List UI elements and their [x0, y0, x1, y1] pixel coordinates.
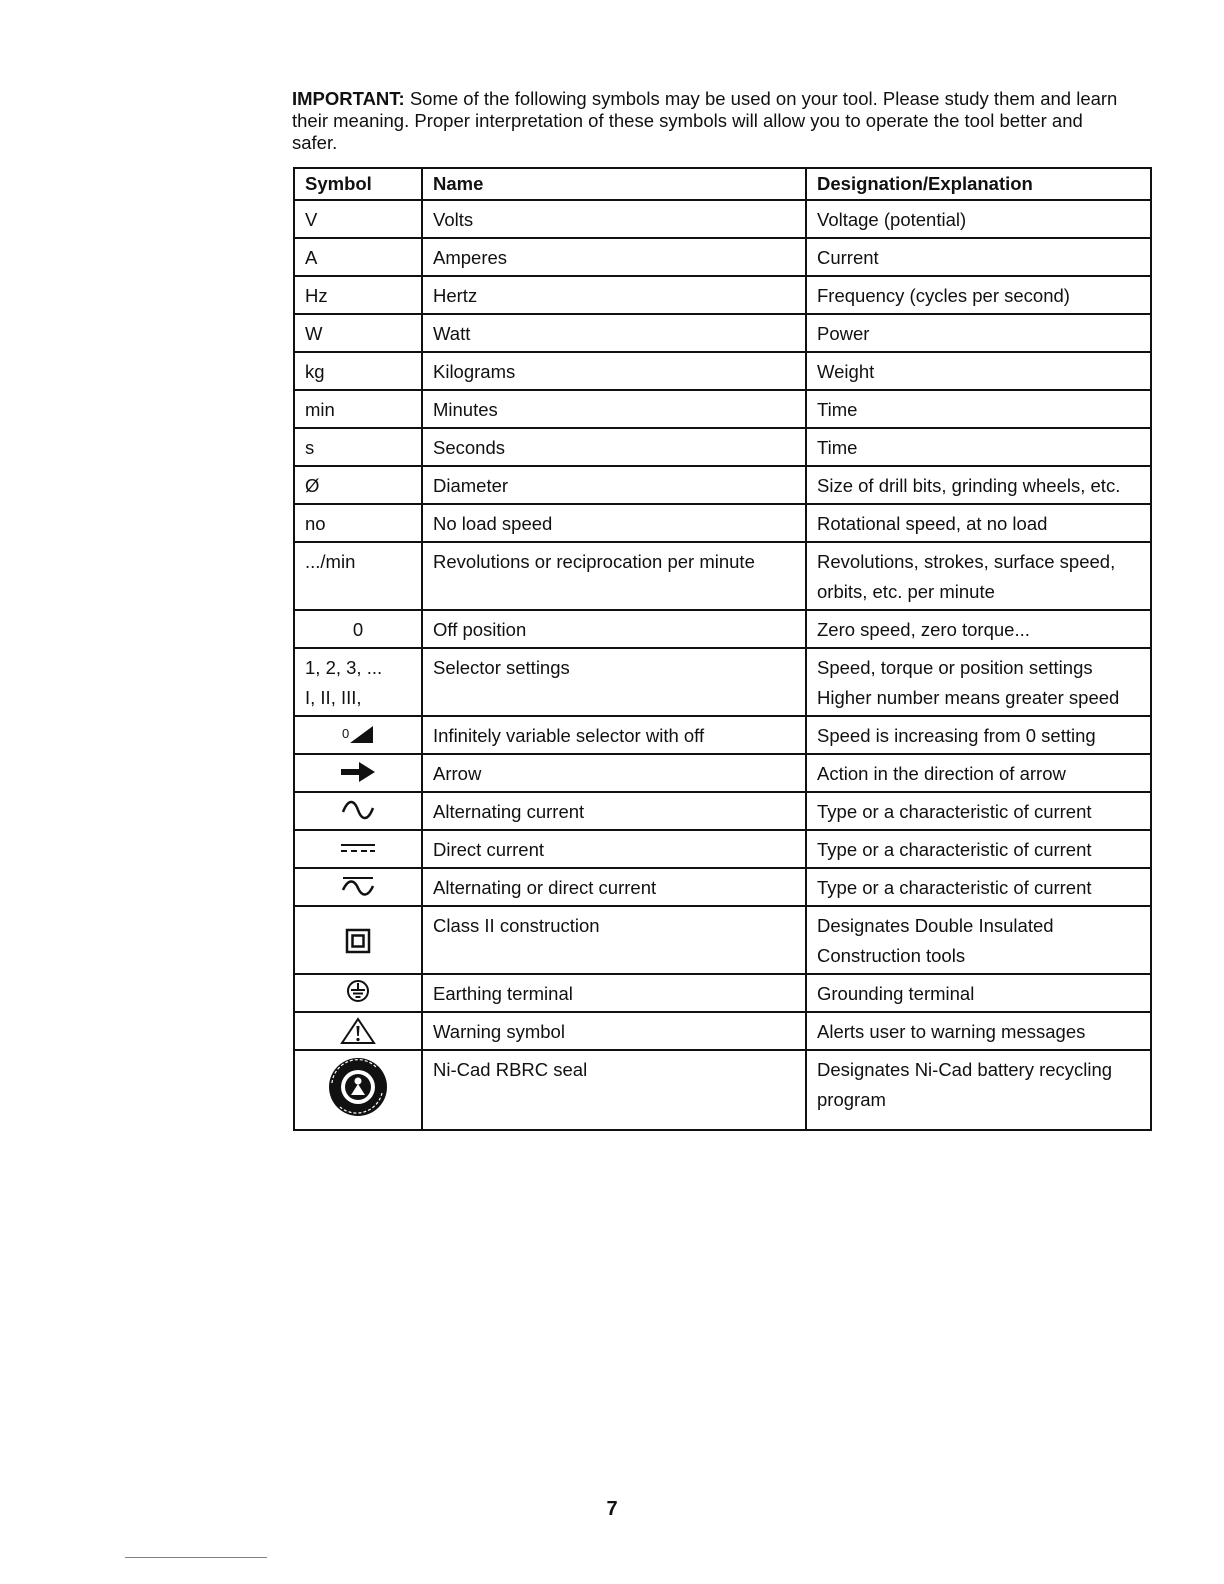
symbol-cell	[294, 1012, 422, 1050]
symbol-cell: V	[294, 200, 422, 238]
direct-current-icon	[339, 835, 377, 861]
name-cell: No load speed	[422, 504, 806, 542]
name-cell: Class II construction	[422, 906, 806, 974]
symbol-cell	[294, 716, 422, 754]
symbol-cell: kg	[294, 352, 422, 390]
name-cell: Hertz	[422, 276, 806, 314]
table-row	[294, 830, 1151, 868]
intro-text: Some of the following symbols may be used on your tool. Please study them and learn their meaning. Proper interpretation of these symbols will allow you to operate the tool better and safer.	[292, 88, 1118, 153]
table-row	[294, 390, 1151, 428]
table-row	[294, 466, 1151, 504]
explanation-cell: Designates Double Insulated Construction tools	[806, 906, 1151, 974]
name-cell: Selector settings	[422, 648, 806, 716]
table-row	[294, 276, 1151, 314]
explanation-cell: Rotational speed, at no load	[806, 504, 1151, 542]
name-cell: Off position	[422, 610, 806, 648]
symbol-cell	[294, 1050, 422, 1130]
svg-text:0: 0	[342, 726, 350, 741]
explanation-cell: Size of drill bits, grinding wheels, etc.	[806, 466, 1151, 504]
explanation-cell: Speed is increasing from 0 setting	[806, 716, 1151, 754]
explanation-cell: Weight	[806, 352, 1151, 390]
header-explanation: Designation/Explanation	[806, 168, 1151, 200]
name-cell: Ni-Cad RBRC seal	[422, 1050, 806, 1130]
table-row	[294, 648, 1151, 716]
explanation-cell: Speed, torque or position settings Higher number means greater speed	[806, 648, 1151, 716]
symbol-cell: no	[294, 504, 422, 542]
explanation-cell: Alerts user to warning messages	[806, 1012, 1151, 1050]
intro-label: IMPORTANT:	[292, 88, 405, 109]
name-cell: Earthing terminal	[422, 974, 806, 1012]
table-row	[294, 868, 1151, 906]
table-row	[294, 542, 1151, 610]
earthing-icon	[344, 979, 372, 1005]
explanation-cell: Time	[806, 428, 1151, 466]
symbol-cell: W	[294, 314, 422, 352]
name-cell: Arrow	[422, 754, 806, 792]
header-symbol: Symbol	[294, 168, 422, 200]
explanation-cell: Power	[806, 314, 1151, 352]
symbol-cell	[294, 830, 422, 868]
footer-divider	[125, 1557, 267, 1558]
table-row	[294, 754, 1151, 792]
name-cell: Warning symbol	[422, 1012, 806, 1050]
table-row	[294, 504, 1151, 542]
table-row	[294, 238, 1151, 276]
symbol-cell: 1, 2, 3, ... I, II, III,	[294, 648, 422, 716]
name-cell: Alternating current	[422, 792, 806, 830]
ac-dc-icon	[340, 873, 376, 899]
table-row	[294, 906, 1151, 974]
symbol-cell: Ø	[294, 466, 422, 504]
table-row	[294, 352, 1151, 390]
explanation-cell: Action in the direction of arrow	[806, 754, 1151, 792]
symbol-cell: min	[294, 390, 422, 428]
explanation-cell: Type or a characteristic of current	[806, 868, 1151, 906]
explanation-cell: Current	[806, 238, 1151, 276]
warning-icon	[340, 1017, 376, 1045]
table-row	[294, 716, 1151, 754]
symbol-cell	[294, 974, 422, 1012]
name-cell: Watt	[422, 314, 806, 352]
name-cell: Alternating or direct current	[422, 868, 806, 906]
symbol-cell: A	[294, 238, 422, 276]
name-cell: Infinitely variable selector with off	[422, 716, 806, 754]
symbol-cell: Hz	[294, 276, 422, 314]
name-cell: Amperes	[422, 238, 806, 276]
symbol-cell: .../min	[294, 542, 422, 610]
symbol-cell	[294, 754, 422, 792]
name-cell: Seconds	[422, 428, 806, 466]
alternating-current-icon	[340, 797, 376, 823]
name-cell: Kilograms	[422, 352, 806, 390]
name-cell: Revolutions or reciprocation per minute	[422, 542, 806, 610]
explanation-cell: Type or a characteristic of current	[806, 830, 1151, 868]
table-row	[294, 792, 1151, 830]
name-cell: Direct current	[422, 830, 806, 868]
name-cell: Minutes	[422, 390, 806, 428]
name-cell: Volts	[422, 200, 806, 238]
symbol-cell	[294, 868, 422, 906]
rbrc-seal-icon	[326, 1055, 390, 1119]
symbol-cell: 0	[294, 610, 422, 648]
name-cell: Diameter	[422, 466, 806, 504]
explanation-cell: Designates Ni-Cad battery recycling program	[806, 1050, 1151, 1130]
explanation-cell: Zero speed, zero torque...	[806, 610, 1151, 648]
explanation-cell: Frequency (cycles per second)	[806, 276, 1151, 314]
table-row	[294, 1050, 1151, 1130]
header-name: Name	[422, 168, 806, 200]
table-row	[294, 428, 1151, 466]
table-row	[294, 974, 1151, 1012]
explanation-cell: Voltage (potential)	[806, 200, 1151, 238]
symbol-cell	[294, 792, 422, 830]
page-number: 7	[606, 1498, 618, 1520]
explanation-cell: Grounding terminal	[806, 974, 1151, 1012]
arrow-icon	[338, 759, 378, 785]
explanation-cell: Time	[806, 390, 1151, 428]
table-row	[294, 610, 1151, 648]
table-row	[294, 1012, 1151, 1050]
class-ii-icon	[344, 927, 372, 955]
symbol-cell: s	[294, 428, 422, 466]
explanation-cell: Revolutions, strokes, surface speed, orbits, etc. per minute	[806, 542, 1151, 610]
symbols-table	[293, 167, 1152, 1131]
variable-selector-icon	[341, 721, 375, 747]
table-row	[294, 200, 1151, 238]
table-header-row	[294, 168, 1151, 200]
table-row	[294, 314, 1151, 352]
symbol-cell	[294, 906, 422, 974]
intro-paragraph	[292, 88, 1122, 154]
explanation-cell: Type or a characteristic of current	[806, 792, 1151, 830]
